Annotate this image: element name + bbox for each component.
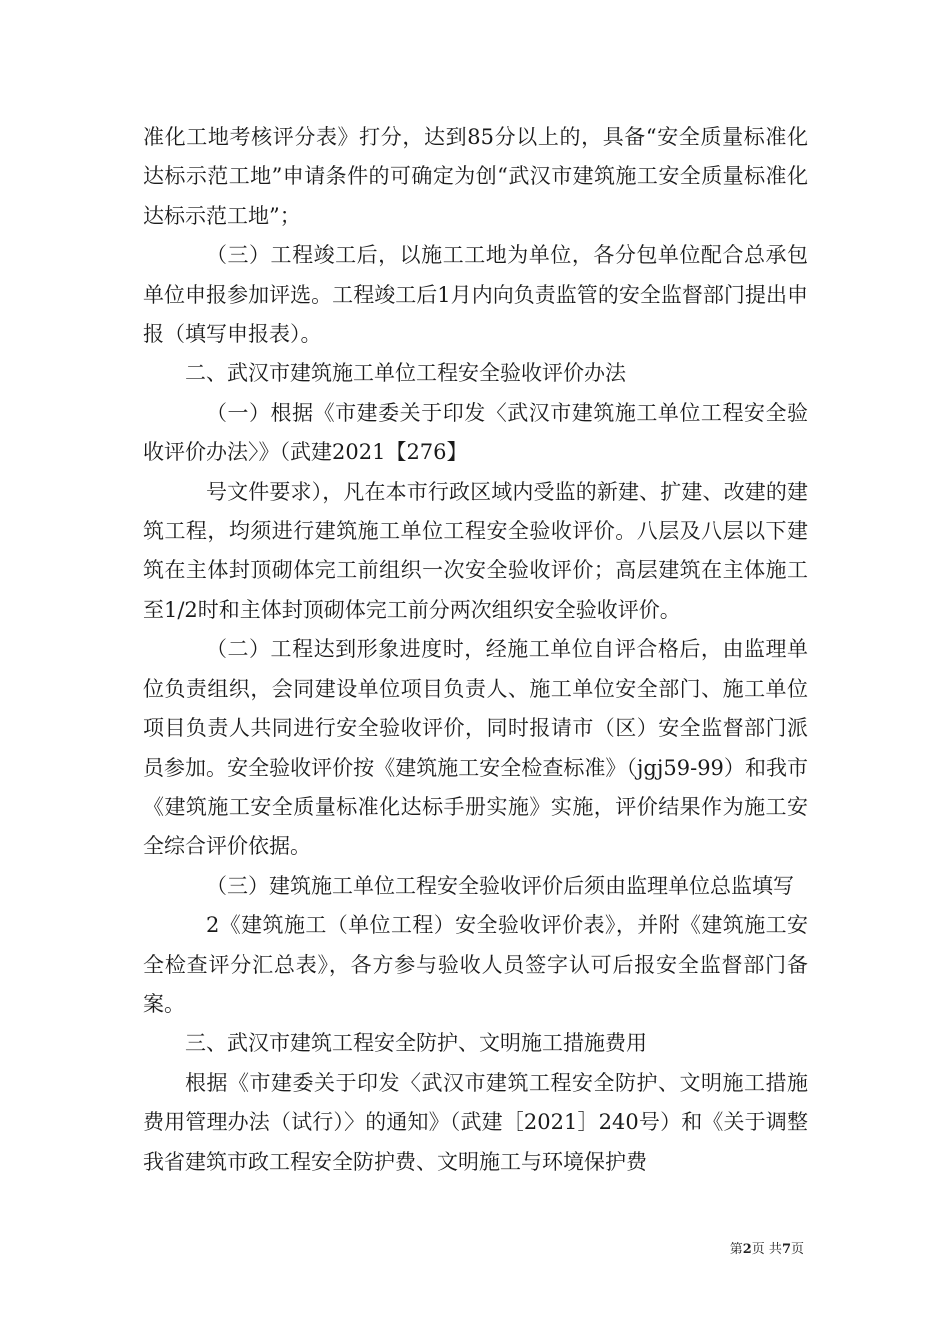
- section-heading: 三、武汉市建筑工程安全防护、文明施工措施费用: [185, 1031, 647, 1056]
- paragraph: 号文件要求），凡在本市行政区域内受监的新建、扩建、改建的建筑工程，均须进行建筑施工单位工程安全验收评价。八层及八层以下建筑在主体封顶砌体完工前组织一次安全验收评价；高层建筑在主体施工至1/2时和主体封顶砌体完工前分两次组织安全验收评价。: [143, 479, 808, 622]
- paragraph: （三）工程竣工后，以施工工地为单位，各分包单位配合总承包单位申报参加评选。工程竣工后1月内向负责监管的安全监督部门提出申报（填写申报表）。: [143, 243, 808, 347]
- paragraph: 2《建筑施工（单位工程）安全验收评价表》，并附《建筑施工安全检查评分汇总表》，各方参与验收人员签字认可后报安全监督部门备案。: [143, 913, 808, 1016]
- footer-prefix: 第: [729, 1242, 743, 1257]
- paragraph: （三）建筑施工单位工程安全验收评价后须由监理单位总监填写: [206, 873, 794, 898]
- footer-suffix: 页: [790, 1242, 804, 1257]
- footer-middle: 页 共: [751, 1242, 782, 1257]
- current-page-number: 2: [742, 1242, 752, 1257]
- paragraph: （二）工程达到形象进度时，经施工单位自评合格后，由监理单位负责组织，会同建设单位项目负责人、施工单位安全部门、施工单位项目负责人共同进行安全验收评价，同时报请市（区）安全监督部门派员参加。安全验收评价按《建筑施工安全检查标准》（jgj59-99）和我市《建筑施工安全质量标准化达标手册实施》实施，评价结果作为施工安全综合评价依据。: [143, 637, 808, 859]
- total-page-number: 7: [781, 1242, 791, 1257]
- page-number-footer: [730, 1242, 804, 1258]
- document-body: [143, 118, 808, 1182]
- paragraph: （一）根据《市建委关于印发〈武汉市建筑施工单位工程安全验收评价办法〉》（武建2021【276】: [143, 400, 808, 465]
- paragraph: 准化工地考核评分表》打分，达到85分以上的，具备“安全质量标准化达标示范工地”申请条件的可确定为创“武汉市建筑施工安全质量标准化达标示范工地”；: [143, 125, 808, 228]
- paragraph: 根据《市建委关于印发〈武汉市建筑工程安全防护、文明施工措施费用管理办法（试行）〉的通知》（武建［2021］240号）和《关于调整我省建筑市政工程安全防护费、文明施工与环境保护费: [143, 1070, 808, 1174]
- section-heading: 二、武汉市建筑施工单位工程安全验收评价办法: [185, 361, 626, 386]
